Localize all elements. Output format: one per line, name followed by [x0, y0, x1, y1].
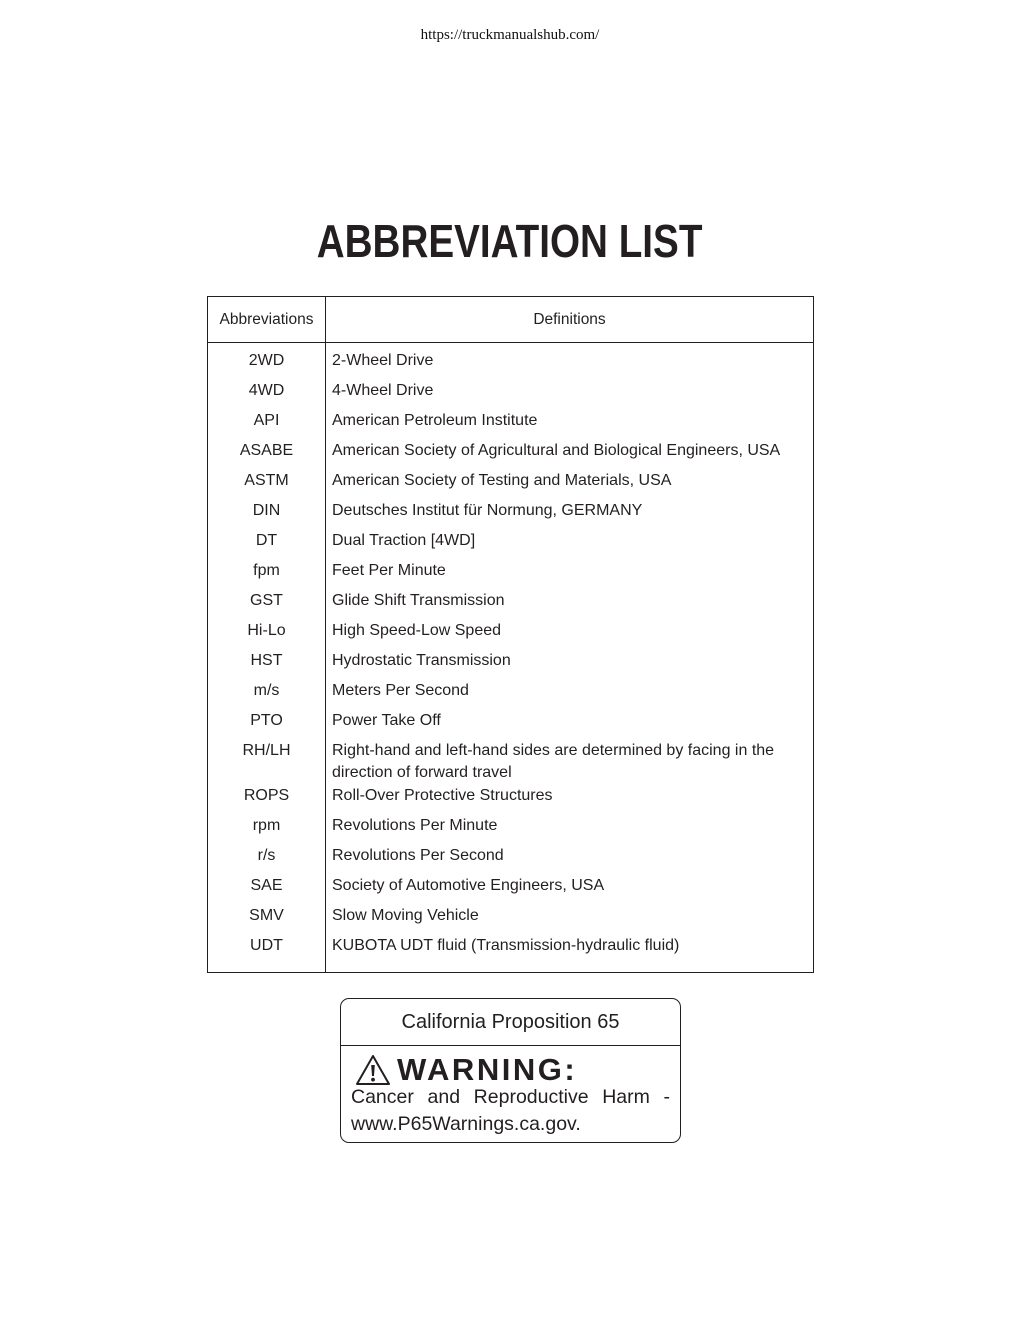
- warning-title: [341, 1052, 680, 1088]
- column-divider: [325, 343, 326, 972]
- table-row: [208, 649, 813, 679]
- header-abbreviations: Abbreviations: [208, 297, 326, 342]
- def-cell-line-1: Right-hand and left-hand sides are determined by facing in the: [332, 742, 775, 759]
- table-row: [208, 499, 813, 529]
- def-cell: Deutsches Institut für Normung, GERMANY: [332, 502, 643, 519]
- table-row: [208, 709, 813, 739]
- def-cell: Meters Per Second: [332, 682, 469, 699]
- abbr-cell: ROPS: [243, 787, 290, 804]
- abbr-cell: SMV: [249, 907, 284, 924]
- abbr-cell: ASTM: [244, 472, 289, 489]
- abbr-cell: HST: [250, 652, 283, 669]
- warning-label: WARNING:: [397, 1052, 578, 1087]
- table-row: [208, 844, 813, 874]
- warning-word: Cancer: [351, 1086, 414, 1108]
- def-cell: KUBOTA UDT fluid (Transmission-hydraulic fluid): [332, 937, 680, 954]
- table-row: [208, 904, 813, 934]
- abbr-cell: 2WD: [248, 352, 285, 369]
- warning-text-line-2: www.P65Warnings.ca.gov.: [351, 1113, 581, 1135]
- abbr-cell: DT: [255, 532, 278, 549]
- table-row: [208, 439, 813, 469]
- def-cell: [325, 740, 813, 784]
- table-row: [208, 784, 813, 814]
- warning-word: Reproductive: [473, 1086, 589, 1108]
- table-row: [208, 349, 813, 379]
- warning-text-line-1: [351, 1084, 670, 1111]
- source-url: https://truckmanualshub.com/: [420, 27, 600, 43]
- def-cell: Dual Traction [4WD]: [332, 532, 476, 549]
- table-row: [208, 934, 813, 964]
- table-row: [208, 679, 813, 709]
- abbr-cell: ASABE: [239, 442, 294, 459]
- table-row: [208, 409, 813, 439]
- abbr-cell: DIN: [252, 502, 281, 519]
- def-cell: American Society of Testing and Materials, USA: [332, 472, 672, 489]
- table-row: [208, 379, 813, 409]
- def-cell: Society of Automotive Engineers, USA: [332, 877, 605, 894]
- warning-word: and: [427, 1086, 461, 1108]
- table-row: [208, 559, 813, 589]
- abbr-cell: SAE: [250, 877, 283, 894]
- def-cell: High Speed-Low Speed: [332, 622, 502, 639]
- def-cell: Slow Moving Vehicle: [332, 907, 479, 924]
- header-definitions: Definitions: [533, 310, 606, 328]
- def-cell-line-2: direction of forward travel: [332, 764, 512, 781]
- table-header: [208, 297, 813, 343]
- table-row: [208, 814, 813, 844]
- abbr-cell: RH/LH: [242, 742, 291, 759]
- table-row: [208, 874, 813, 904]
- def-cell: Revolutions Per Second: [332, 847, 504, 864]
- warning-word: Harm: [602, 1086, 650, 1108]
- table-row: [208, 469, 813, 499]
- def-cell: 4-Wheel Drive: [332, 382, 434, 399]
- table-row: [208, 739, 813, 784]
- warning-heading: California Proposition 65: [341, 999, 680, 1046]
- table-row: [208, 619, 813, 649]
- table-row: [208, 589, 813, 619]
- abbr-cell: 4WD: [248, 382, 285, 399]
- def-cell: Revolutions Per Minute: [332, 817, 498, 834]
- def-cell: Glide Shift Transmission: [332, 592, 505, 609]
- abbr-cell: m/s: [253, 682, 280, 699]
- def-cell: Power Take Off: [332, 712, 441, 729]
- def-cell: Hydrostatic Transmission: [332, 652, 511, 669]
- abbr-cell: UDT: [250, 937, 283, 954]
- abbreviation-table: [207, 296, 814, 973]
- warning-triangle-icon: [355, 1054, 391, 1086]
- page-title-text: ABBREVIATION LIST: [317, 215, 703, 267]
- def-cell: 2-Wheel Drive: [332, 352, 434, 369]
- abbr-cell: GST: [250, 592, 283, 609]
- abbr-cell: API: [253, 412, 280, 429]
- def-cell: Roll-Over Protective Structures: [332, 787, 553, 804]
- abbr-cell: rpm: [252, 817, 281, 834]
- def-cell: Feet Per Minute: [332, 562, 446, 579]
- prop65-warning-box: [340, 998, 681, 1143]
- table-row: [208, 529, 813, 559]
- abbr-cell: fpm: [253, 562, 280, 579]
- warning-text: [341, 1084, 680, 1138]
- def-cell: American Petroleum Institute: [332, 412, 538, 429]
- table-body: [208, 343, 813, 972]
- page-title: [0, 214, 1020, 268]
- abbr-cell: Hi-Lo: [247, 622, 286, 639]
- abbr-cell: PTO: [250, 712, 283, 729]
- def-cell: American Society of Agricultural and Biological Engineers, USA: [332, 442, 781, 459]
- abbr-cell: r/s: [257, 847, 276, 864]
- warning-word: -: [663, 1086, 670, 1108]
